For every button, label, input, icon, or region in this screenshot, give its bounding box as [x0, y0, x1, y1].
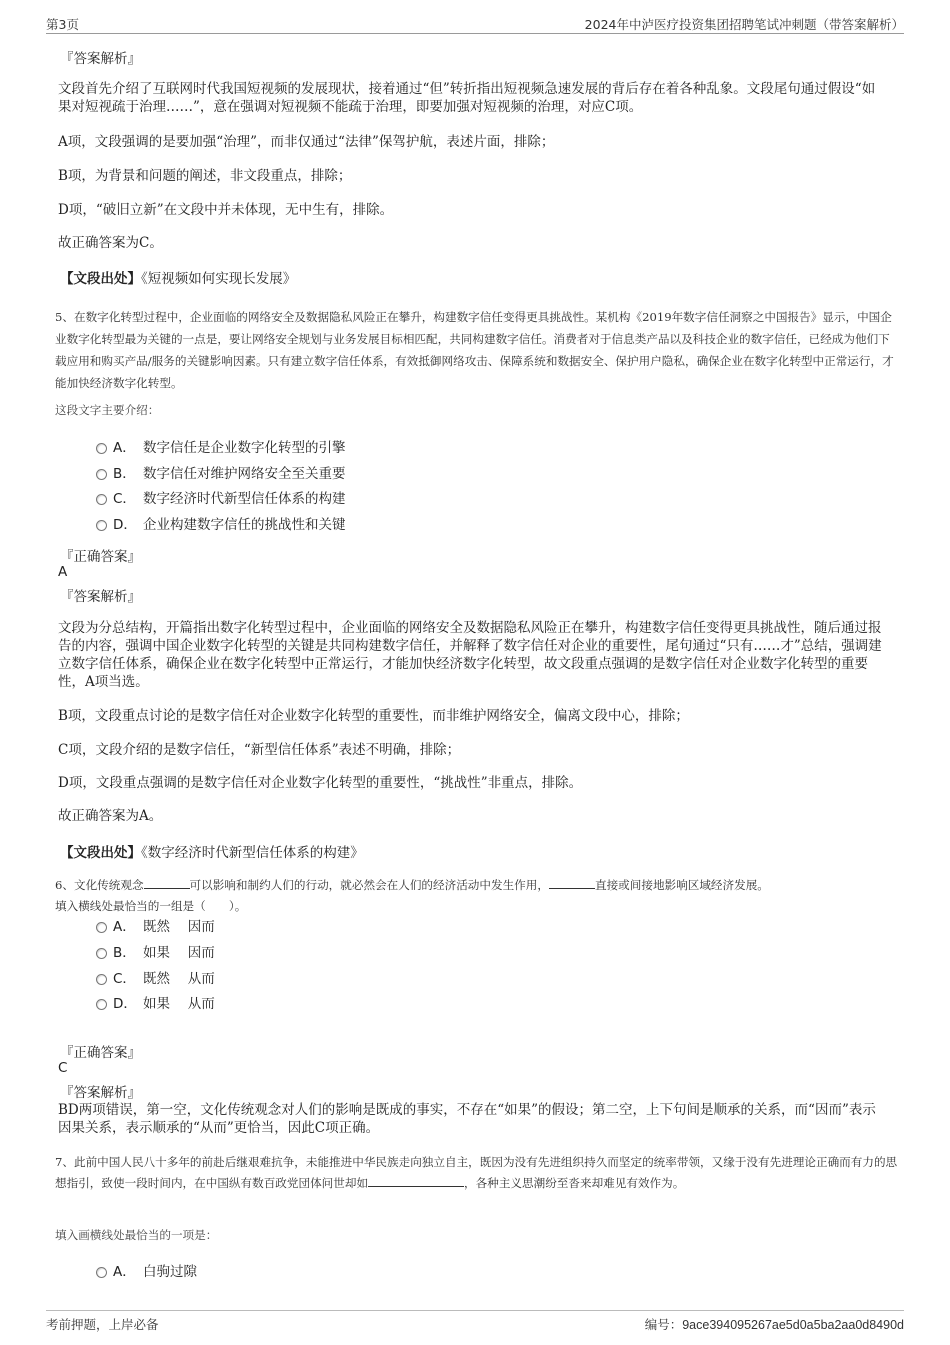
analysis-option-b: B项，文段重点讨论的是数字信任对企业数字化转型的重要性，而非维护网络安全，偏离文段中心，排除； [58, 708, 689, 724]
radio-icon[interactable] [96, 999, 107, 1010]
fill-blank [368, 1174, 464, 1187]
analysis-label: 『答案解析』 [60, 589, 141, 605]
document-code: 编号：9ace394095267ae5d0a5ba2aa0d8490d [644, 1317, 904, 1332]
analysis-conclusion: 故正确答案为A。 [58, 808, 163, 824]
page-header [46, 13, 904, 34]
question-7-prompt: 填入画横线处最恰当的一项是： [55, 1228, 218, 1242]
analysis-conclusion: 故正确答案为C。 [58, 235, 163, 251]
passage-source: 【文段出处】《短视频如何实现长发展》 [60, 271, 297, 287]
passage-source: 【文段出处】《数字经济时代新型信任体系的构建》 [60, 845, 364, 861]
page-footer [46, 1310, 904, 1331]
q5-option-b[interactable]: B． 数字信任对维护网络安全至关重要 [96, 464, 346, 484]
analysis-option-a: A项，文段强调的是要加强“治理”，而非仅通过“法律”保驾护航，表述片面，排除； [58, 134, 555, 150]
q5-option-d[interactable]: D． 企业构建数字信任的挑战性和关键 [96, 515, 346, 535]
radio-icon[interactable] [96, 948, 107, 959]
question-6-text: 6、文化传统观念 可以影响和制约人们的行动，就必然会在人们的经济活动中发生作用， 直接或间接地影响区域经济发展。 填入横线处最恰当的一组是（ ）。 [55, 878, 769, 913]
correct-answer-value: A [58, 564, 68, 580]
q6-option-a[interactable]: A． 既然 因而 [96, 917, 215, 937]
q5-option-a[interactable]: A． 数字信任是企业数字化转型的引擎 [96, 438, 346, 458]
q6-option-b[interactable]: B． 如果 因而 [96, 943, 215, 963]
question-7-text: 7、此前中国人民八十多年的前赴后继艰难抗争，未能推进中华民族走向独立自主，既因为没有先进组织持久而坚定的统率带领，又缘于没有先进理论正确而有力的思想指引，致使一段时间内，在中国纵有数百政党団体问世却如 ，各种主义思潮纷至沓来却难见有效作为。 [55, 1155, 898, 1190]
analysis-option-d: D项，“破旧立新”在文段中并未体现，无中生有，排除。 [58, 202, 394, 218]
analysis-label: 『答案解析』 [60, 51, 141, 67]
analysis-paragraph: BD两项错误，第一空，文化传统观念对人们的影响是既成的事实，不存在“如果”的假设；第二空，上下句间是顺承的关系，而“因而”表示因果关系，表示顺承的“从而”更恰当，因此C项正确。 [58, 1102, 876, 1136]
q7-option-a[interactable]: A． 白驹过隙 [96, 1262, 197, 1282]
radio-icon[interactable] [96, 443, 107, 454]
radio-icon[interactable] [96, 494, 107, 505]
correct-answer-label: 『正确答案』 [60, 1045, 141, 1061]
analysis-option-b: B项，为背景和问题的阐述，非文段重点，排除； [58, 168, 352, 184]
radio-icon[interactable] [96, 1267, 107, 1278]
correct-answer-label: 『正确答案』 [60, 549, 141, 565]
q6-option-d[interactable]: D． 如果 从而 [96, 994, 215, 1014]
correct-answer-value: C [58, 1060, 68, 1076]
q6-option-c[interactable]: C． 既然 从而 [96, 969, 215, 989]
question-5-prompt: 这段文字主要介绍： [55, 403, 160, 417]
analysis-option-d: D项，文段重点强调的是数字信任对企业数字化转型的重要性，“挑战性”非重点，排除。 [58, 775, 583, 791]
radio-icon[interactable] [96, 520, 107, 531]
question-5-text: 5、在数字化转型过程中，企业面临的网络安全及数据隐私风险正在攀升，构建数字信任变得更具挑战性。某机构《2019年数字信任洞察之中国报告》显示，中国企业数字化转型最为关键的一点是，要让网络安全规划与业务发展目标相匹配，共同构建数字信任。消费者对于信息类产品以及科技企业的数字信任，已经成为他们下载应用和购买产品/服务的关键影响因素。只有建立数字信任体系，有效抵御网络攻击、保障系统和数据安全、保护用户隐私，确保企业在数字化转型中正常运行，才能加快经济数字化转型。 [55, 310, 894, 390]
q5-option-c[interactable]: C． 数字经济时代新型信任体系的构建 [96, 489, 346, 509]
footer-slogan: 考前押题，上岸必备 [46, 1317, 159, 1332]
page-number: 第3页 [46, 17, 79, 32]
analysis-paragraph: 文段为分总结构，开篇指出数字化转型过程中，企业面临的网络安全及数据隐私风险正在攀升，构建数字信任变得更具挑战性，随后通过报告的内容，强调中国企业数字化转型的关键是共同构建数字信任，并解释了数字信任对企业的重要性，尾句通过“只有……才”总结，强调建立数字信任体系，确保企业在数字化转型中正常运行，才能加快经济数字化转型，故文段重点强调的是数字信任对企业数字化转型的重要性，A项当选。 [58, 620, 882, 690]
analysis-option-c: C项，文段介绍的是数字信任，“新型信任体系”表述不明确，排除； [58, 742, 461, 758]
fill-blank [144, 876, 190, 889]
document-title: 2024年中泸医疗投资集团招聘笔试冲刺题（带答案解析） [584, 17, 904, 32]
radio-icon[interactable] [96, 469, 107, 480]
radio-icon[interactable] [96, 974, 107, 985]
analysis-paragraph: 文段首先介绍了互联网时代我国短视频的发展现状，接着通过“但”转折指出短视频急速发展的背后存在着各种乱象。文段尾句通过假设“如果对短视疏于治理……”，意在强调对短视频不能疏于治理，即要加强对短视频的治理，对应C项。 [58, 81, 876, 115]
radio-icon[interactable] [96, 922, 107, 933]
analysis-label: 『答案解析』 [60, 1085, 141, 1101]
fill-blank [549, 876, 595, 889]
